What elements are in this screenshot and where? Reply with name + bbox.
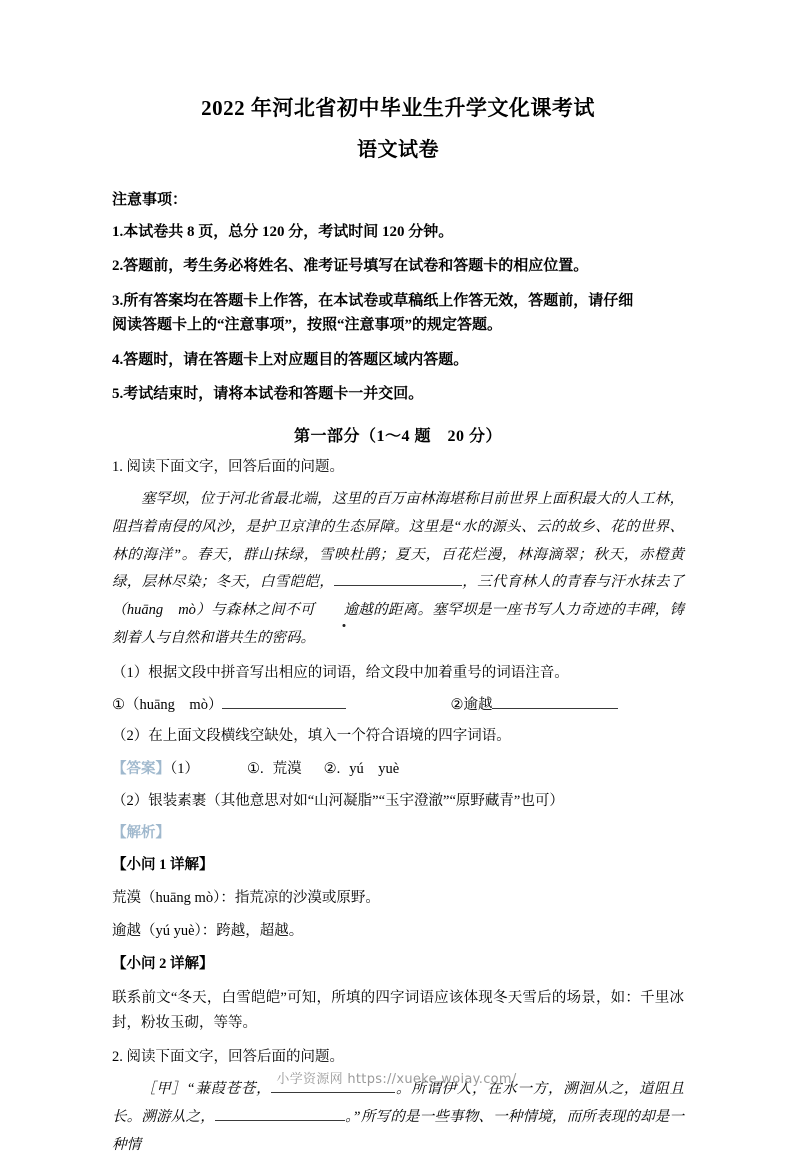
answer-blank-1[interactable]	[222, 708, 346, 709]
analysis-sub-1-tag: 【小问 1 详解】	[112, 857, 214, 874]
passage-text-part-a: 塞罕坝，位于河北省最北端，这里的百万亩林海堪称目前世界上面积最大的人工林，阻挡着南侵的风沙，是护卫京津的生态屏障。这里是“水的源头、云的故乡、花的世界、林的海洋”。春天，群山抹绿，雪映杜鹃；夏天，百花烂漫，林海滴翠；秋天，赤橙黄绿，层林尽染；冬天，白雪皑皑，	[112, 490, 684, 591]
answer-item-2-number: ②.	[323, 761, 341, 778]
blank-label-1: ①（huāng mò）	[112, 696, 223, 713]
passage-text-part-c: 的距离。塞罕坝是一座书写人力奇迹的丰碑，铸刻着人与自然和谐共生的密码。	[112, 602, 684, 647]
part-one-header: 第一部分（1～4 题 20 分）	[293, 428, 502, 446]
blank-label-2: ②逾越	[450, 696, 493, 713]
notice-item-5: 5.考试结束时，请将本试卷和答题卡一并交回。	[112, 386, 424, 403]
notice-item-3: 3.所有答案均在答题卡上作答，在本试卷或草稿纸上作答无效，答题前，请仔细	[112, 293, 634, 310]
notice-heading: 注意事项：	[112, 192, 188, 209]
question-1-sub-2: （2）在上面文段横线空缺处，填入一个符合语境的四字词语。	[112, 728, 511, 745]
passage-2-text-part-c: 。”所写的是一些事物、一种情境，而所表现的却是一种情	[112, 1108, 685, 1153]
analysis-sub-1-line-1: 荒漠（huāng mò）：指荒凉的沙漠或原野。	[112, 890, 380, 907]
answer-tag: 【答案】	[112, 761, 170, 778]
analysis-sub-2-tag: 【小问 2 详解】	[112, 955, 214, 972]
question-2-stem: 2. 阅读下面文字，回答后面的问题。	[112, 1049, 344, 1066]
analysis-sub-2-text: 联系前文“冬天，白雪皑皑”可知，所填的四字词语应该体现冬天雪后的场景，如：千里冰封，粉妆玉砌，等等。	[112, 990, 684, 1032]
answer-blank-2[interactable]	[492, 708, 618, 709]
notice-item-2: 2.答题前，考生务必将姓名、准考证号填写在试卷和答题卡的相应位置。	[112, 258, 589, 275]
passage-blank-1[interactable]	[334, 585, 462, 586]
answer-item-2-value: yú yuè	[349, 761, 400, 778]
page-title: 2022 年河北省初中毕业生升学文化课考试	[201, 96, 595, 120]
site-watermark: 小学资源网 https://xueke.woiay.com/	[276, 1072, 517, 1087]
answer-item-1-value: 荒漠	[272, 761, 302, 778]
notice-item-3-continued: 阅读答题卡上的“注意事项”，按照“注意事项”的规定答题。	[112, 316, 503, 333]
question-2-passage	[112, 1076, 684, 1159]
passage-text-part-b: ，三代育林人的青春与汗水抹去了（huāng mò）与森林之间不可	[112, 574, 684, 619]
question-1-sub-1: （1）根据文段中拼音写出相应的词语，给文段中加着重号的词语注音。	[112, 664, 569, 681]
analysis-tag: 【解析】	[112, 824, 170, 841]
notice-item-4: 4.答题时，请在答题卡上对应题目的答题区域内答题。	[112, 351, 469, 368]
question-1-passage	[112, 486, 684, 653]
answer-line-2: （2）银装素裹（其他意思对如“山河凝脂”“玉宇澄澈”“原野藏青”也可）	[112, 792, 564, 809]
document-content	[112, 0, 684, 1160]
analysis-tag-row	[112, 823, 684, 845]
question-1-stem: 1. 阅读下面文字，回答后面的问题。	[112, 459, 344, 476]
passage-2-blank-1[interactable]	[271, 1092, 395, 1093]
passage-2-text-part-a: ［甲］“蒹葭苍苍，	[141, 1081, 272, 1098]
answer-line-1	[112, 759, 684, 781]
question-1-blank-row	[112, 695, 684, 717]
emphasized-word-yu: 逾越	[315, 597, 373, 625]
answer-sub-label-1: （1）	[170, 761, 199, 778]
page-subtitle: 语文试卷	[357, 139, 439, 162]
passage-2-text-part-b: 。所谓伊人，在水一方，溯洄从之，道阻且长。溯游从之，	[112, 1081, 684, 1125]
answer-item-1-number: ①.	[247, 761, 264, 778]
analysis-sub-1-line-2: 逾越（yú yuè）：跨越，超越。	[112, 922, 304, 939]
passage-2-blank-2[interactable]	[215, 1120, 345, 1121]
notice-item-1: 1.本试卷共 8 页，总分 120 分，考试时间 120 分钟。	[112, 223, 454, 240]
